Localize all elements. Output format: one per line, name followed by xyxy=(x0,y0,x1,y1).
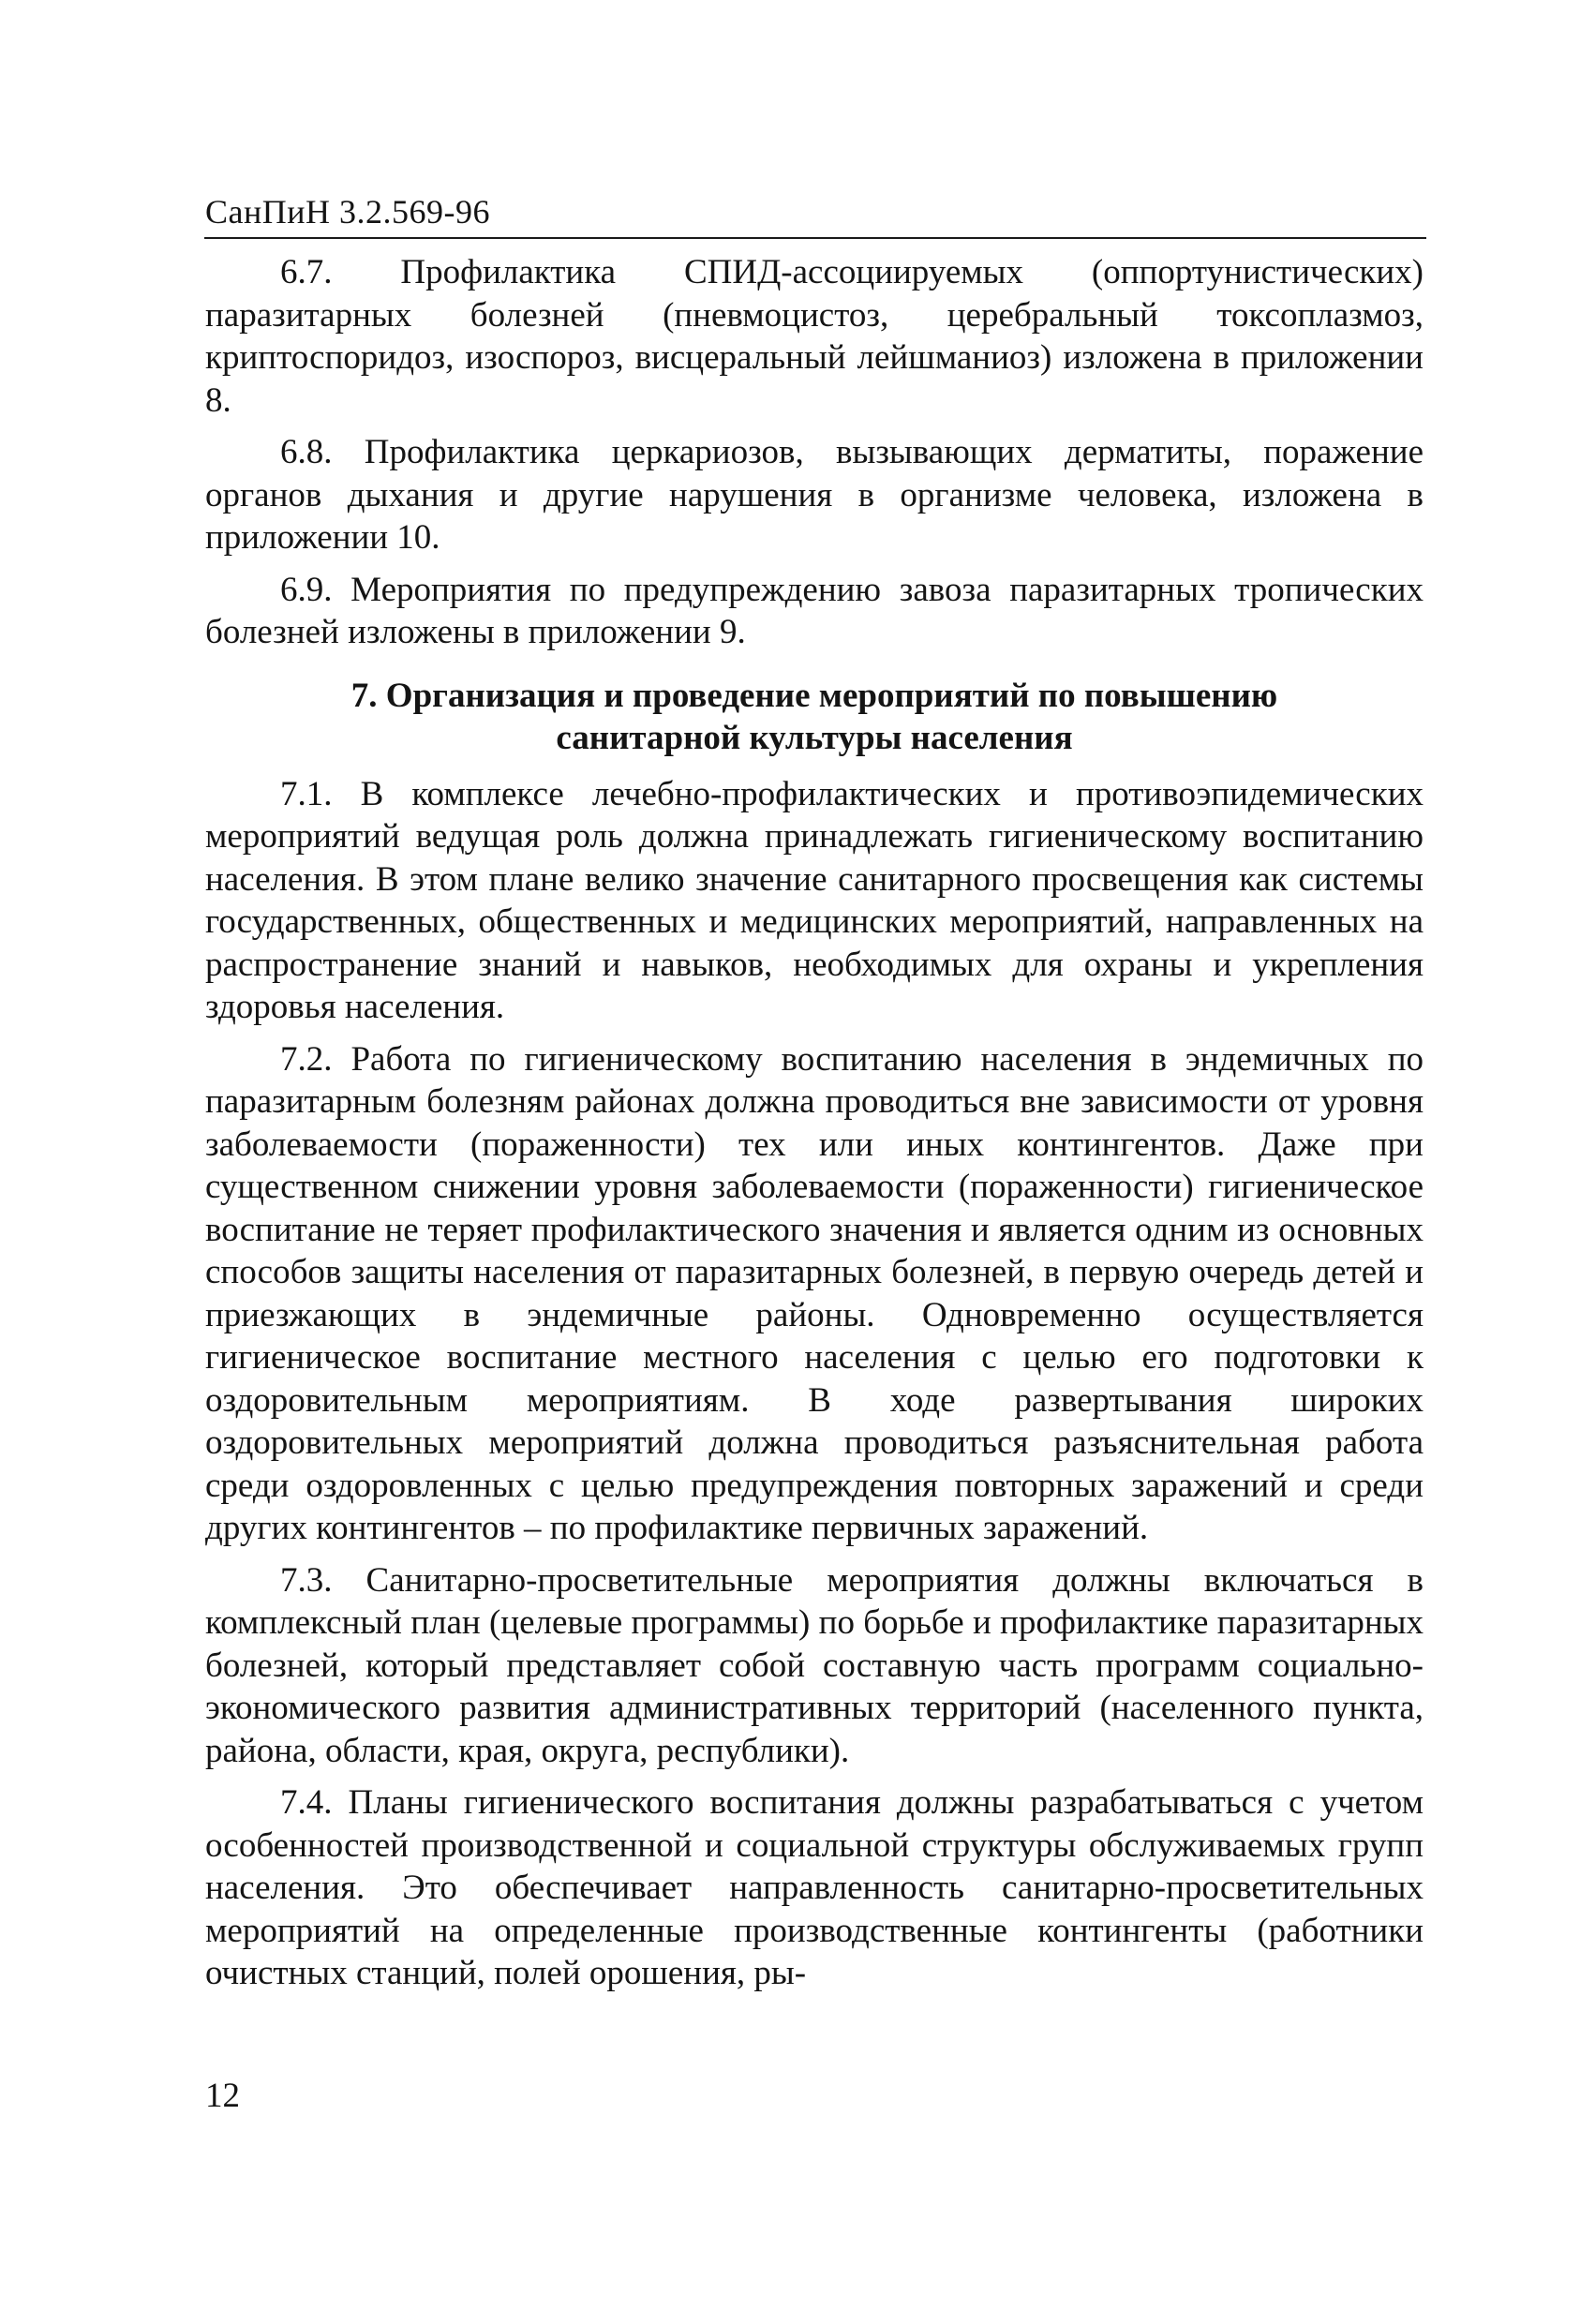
paragraph-7-3: 7.3. Санитарно-просветительные мероприятия должны включаться в комплексный план (целевые программы) по борьбе и профилактике паразитарных болезней, который представляет собой составную часть программ социально-экономического развития административных территорий (населенного пункта, района, области, края, округа, республики). xyxy=(205,1560,1424,1770)
header-divider xyxy=(204,237,1426,239)
page-number: 12 xyxy=(205,2077,240,2115)
paragraph-6-8: 6.8. Профилактика церкариозов, вызывающих дерматиты, поражение органов дыхания и другие нарушения в организме человека, изложена в приложении 10. xyxy=(205,433,1424,557)
running-header-title: СанПиН 3.2.569-96 xyxy=(205,193,491,231)
document-body xyxy=(205,251,1424,2004)
section-7-heading: 7. Организация и проведение мероприятий по повышению санитарной культуры населения xyxy=(350,676,1278,757)
paragraph-6-9: 6.9. Мероприятия по предупреждению завоза паразитарных тропических болезней изложены в приложении 9. xyxy=(205,570,1424,651)
paragraph-6-7: 6.7. Профилактика СПИД-ассоциируемых (оппортунистических) паразитарных болезней (пневмоцистоз, церебральный токсоплазмоз, криптоспоридоз, изоспороз, висцеральный лейшманиоз) изложена в приложении 8. xyxy=(205,253,1424,420)
paragraph-7-4: 7.4. Планы гигиенического воспитания должны разрабатываться с учетом особенностей производственной и социальной структуры обслуживаемых групп населения. Это обеспечивает направленность санитарно-просветительных мероприятий на определенные производственные контингенты (работники очистных станций, полей орошения, ры- xyxy=(205,1783,1424,1992)
paragraph-7-2: 7.2. Работа по гигиеническому воспитанию населения в эндемичных по паразитарным болезням районах должна проводиться вне зависимости от уровня заболеваемости (пораженности) тех или иных контингентов. Даже при существенном снижении уровня заболеваемости (пораженности) гигиеническое воспитание не теряет профилактического значения и является одним из основных способов защиты населения от паразитарных болезней, в первую очередь детей и приезжающих в эндемичные районы. Одновременно осуществляется гигиеническое воспитание местного населения с целью его подготовки к оздоровительным мероприятиям. В ходе развертывания широких оздоровительных мероприятий должна проводиться разъяснительная работа среди оздоровленных с целью предупреждения повторных заражений и среди других контингентов – по профилактике первичных заражений. xyxy=(205,1039,1424,1547)
paragraph-7-1: 7.1. В комплексе лечебно-профилактических и противоэпидемических мероприятий ведущая роль должна принадлежать гигиеническому воспитанию населения. В этом плане велико значение санитарного просвещения как системы государственных, общественных и медицинских мероприятий, направленных на распространение знаний и навыков, необходимых для охраны и укрепления здоровья населения. xyxy=(205,774,1424,1026)
